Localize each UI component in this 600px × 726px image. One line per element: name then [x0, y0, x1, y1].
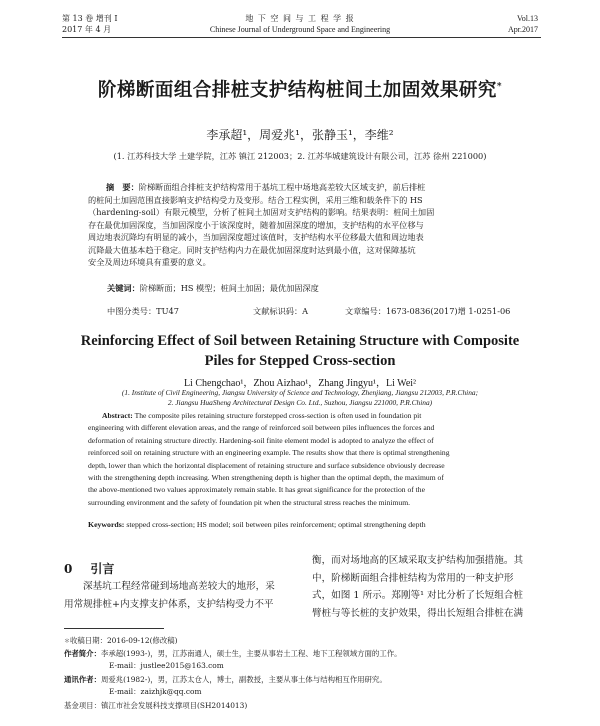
abstract-en-line-3: deformation of retaining structure directly. Hardening-soil finite element model is adopted to analyze the effect of — [88, 435, 434, 445]
keywords-cn-label: 关键词： — [107, 283, 140, 293]
paper-title-cn — [0, 76, 600, 102]
authors-en: Li Chengchao¹，Zhou Aizhao¹，Zhang Jingyu¹，Li Wei² — [183, 378, 417, 389]
footnote-received: ＊收稿日期：2016-09-12(修改稿) — [64, 636, 178, 645]
body-right-line-1: 衡，而对场地高的区域采取支护结构加强措施。其 — [312, 555, 524, 566]
footnote-author-text: 李承超(1993-)，男，江苏南通人，硕士生，主要从事岩土工程、地下工程领域方面的工作。 — [100, 649, 402, 658]
title-footnote-mark: * — [496, 81, 503, 92]
footnote-rule — [64, 628, 164, 629]
header-date: 2017 年 4 月 — [62, 25, 112, 34]
abstract-en-line-2: engineering with different elevation areas, and the range of reinforced soil between piles influences the forces and — [88, 423, 435, 433]
keywords-en — [88, 520, 518, 529]
footnote-author-email: E-mail：justlee2015@163.com — [109, 661, 224, 670]
footnote-corr-email: E-mail：zaizhjk@qq.com — [109, 687, 202, 696]
header-journal-cn: 地 下 空 间 与 工 程 学 报 — [245, 14, 355, 23]
abstract-en-line-5: depth, lower than which the horizontal displacement of retaining structure and surface subsidence obviously decrease — [88, 460, 445, 470]
keywords-cn-text: 阶梯断面；HS 模型；桩间土加固；最优加固深度 — [139, 283, 319, 293]
keywords-en-label: Keywords: — [88, 520, 125, 529]
article-number: 文章编号：1673-0836(2017)增 1-0251-06 — [345, 306, 511, 316]
header-volume: 第 13 卷 增刊 I — [62, 14, 118, 23]
body-right-line-3: 式，如图 1 所示。郑刚等¹ 对比分析了长短组合桩 — [312, 590, 523, 601]
abstract-cn-label: 摘 要： — [106, 182, 139, 192]
abstract-cn-line-5: 周边地表沉降均有明显的减小，当加固深度超过该值时，支护结构水平位移最大值和周边地表 — [88, 232, 424, 242]
header-month: Apr.2017 — [508, 25, 538, 34]
body-left-column — [64, 578, 288, 613]
body-right-line-2: 中，阶梯断面组合排桩结构为常用的一种支护形 — [312, 572, 514, 584]
abstract-cn-line-2: 的桩间土加固范围直接影响支护结构受力及变形。结合工程实例，采用三维和载条件下的 HS — [88, 194, 423, 205]
body-right-column — [312, 552, 540, 622]
body-right-line-4: 臂桩与等长桩的支护效果，得出长短组合排桩在满 — [312, 607, 524, 619]
affiliation-en-line-2: 2. Jiangsu HuaSheng Architectural Design Co. Ltd., Suzhou, Jiangsu 221000, P.R.China) — [167, 398, 433, 407]
abstract-en — [88, 410, 518, 509]
section-title: 引言 — [90, 562, 115, 576]
paper-title-cn-text: 阶梯断面组合排桩支护结构桩间土加固效果研究 — [97, 80, 497, 101]
authors-cn: 李承超¹，周爱兆¹，张静玉¹，李维² — [206, 128, 394, 142]
affiliation-cn: (1. 江苏科技大学 土建学院，江苏 镇江 212003；2. 江苏华城建筑设计有限公司，江苏 徐州 221000) — [113, 151, 487, 161]
footnote-corr-label: 通讯作者： — [64, 675, 101, 684]
affiliation-en-line-1: (1. Institute of Civil Engineering, Jiangsu University of Science and Technology, Zhenjiang, Jiangsu 212003, P.R.China; — [121, 388, 479, 397]
header-rule — [62, 37, 541, 38]
abstract-en-line-1: Abstract: The composite piles retaining structure forstepped cross-section is often used in foundation pit — [102, 411, 422, 420]
abstract-en-line-6: with the strengthening depth increasing. When strengthening depth is higher than the optimal depth, the maximum of — [88, 473, 444, 483]
abstract-en-line-7: the above-mentioned two values approximately remain stable. It has great significance for the protection of the — [88, 485, 425, 495]
body-left-line-1: 深基坑工程经常碰到场地高差较大的地形，采 — [83, 581, 275, 592]
abstract-cn-line-1: 摘 要：阶梯断面组合排桩支护结构常用于基坑工程中场地高差较大区域支护，前后排桩 — [106, 182, 426, 192]
body-left-line-2: 用常规排桩+内支撑支护体系，支护结构受力不平 — [64, 598, 274, 610]
footnote-author-label: 作者简介： — [64, 649, 101, 658]
footnote-corr-text: 周爱兆(1982-)，男，江苏太仓人，博士，副教授，主要从事土体与结构相互作用研究。 — [100, 675, 387, 684]
abstract-cn-line-3: （hardening-soil）有限元模型，分析了桩间土加固对支护结构的影响。结果表明：桩间土加固 — [88, 207, 435, 217]
footnote-author — [64, 648, 402, 660]
keywords-cn — [107, 283, 319, 294]
abstract-en-line-8: surrounding environment and the safety of foundation pit when the structural stress reaches the minimum. — [88, 497, 411, 507]
paper-title-en-line-1: Reinforcing Effect of Soil between Retaining Structure with Composite — [80, 333, 520, 349]
abstract-en-label: Abstract: — [102, 411, 133, 420]
header-vol: Vol.13 — [517, 14, 538, 23]
section-number: 0 — [64, 562, 73, 576]
footnote-funding: 基金项目：镇江市社会发展科技支撑项目(SH2014013) — [64, 701, 248, 710]
abstract-en-line-4: reinforced soil on retaining structure with an engineering example. The results show that there is optimal strengthening — [88, 448, 450, 458]
abstract-cn-line-4: 存在最优加固深度，当加固深度小于该深度时，随着加固深度的增加，支护结构的水平位移与 — [88, 219, 424, 230]
abstract-cn — [88, 181, 516, 269]
keywords-en-text: stepped cross-section; HS model; soil between piles reinforcement; optimal strengthening depth — [126, 520, 426, 529]
abstract-cn-line-6: 沉降最大值基本趋于稳定。同时支护结构内力在最优加固深度时达到最小值，这对保障基坑 — [88, 244, 416, 255]
abstract-cn-line-7: 安全及周边环境具有重要的意义。 — [88, 257, 211, 267]
clc-number: 中图分类号：TU47 — [107, 306, 179, 316]
document-code: 文献标识码：A — [253, 306, 309, 316]
header-journal-en: Chinese Journal of Underground Space and Engineering — [209, 25, 391, 34]
footnote-corresponding — [64, 674, 387, 686]
paper-title-en-line-2: Piles for Stepped Cross-section — [204, 353, 396, 369]
section-heading — [64, 560, 114, 577]
